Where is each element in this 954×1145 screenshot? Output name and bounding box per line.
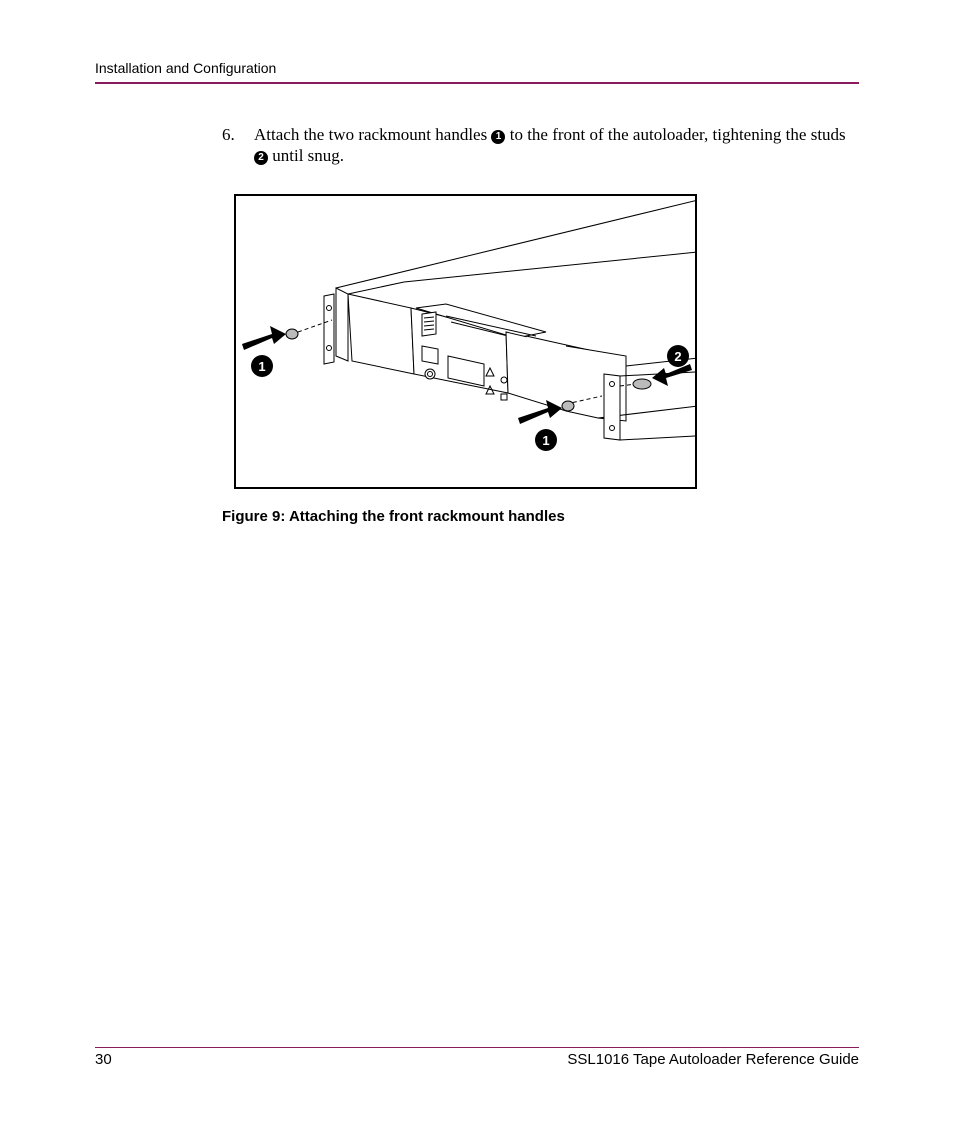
callout-label-left-handle: 1: [258, 359, 266, 374]
step-text-part-2: to the front of the autoloader, tightening the studs: [505, 125, 846, 144]
callout-1-icon: 1: [491, 130, 505, 144]
footer-rule: [95, 1047, 859, 1048]
autoloader-illustration: [236, 196, 695, 487]
stud-arrow-icon: [652, 364, 692, 386]
step-number: 6.: [222, 125, 235, 144]
figure-caption: Figure 9: Attaching the front rackmount handles: [222, 508, 565, 525]
header-rule: [95, 82, 859, 84]
document-title: SSL1016 Tape Autoloader Reference Guide: [567, 1051, 859, 1068]
step-text-part-1: Attach the two rackmount handles: [254, 125, 492, 144]
page-number: 30: [95, 1051, 112, 1068]
figure-rackmount-handles: [234, 194, 697, 489]
callout-2-icon: 2: [254, 151, 268, 165]
left-rackmount-handle: [324, 294, 334, 364]
running-header: Installation and Configuration: [95, 60, 277, 76]
callout-label-stud: 2: [674, 349, 682, 364]
step-text: [254, 124, 862, 166]
left-arrow-icon: [242, 326, 286, 350]
step-text-part-3: until snug.: [268, 146, 345, 165]
callout-label-right-handle: 1: [542, 433, 550, 448]
